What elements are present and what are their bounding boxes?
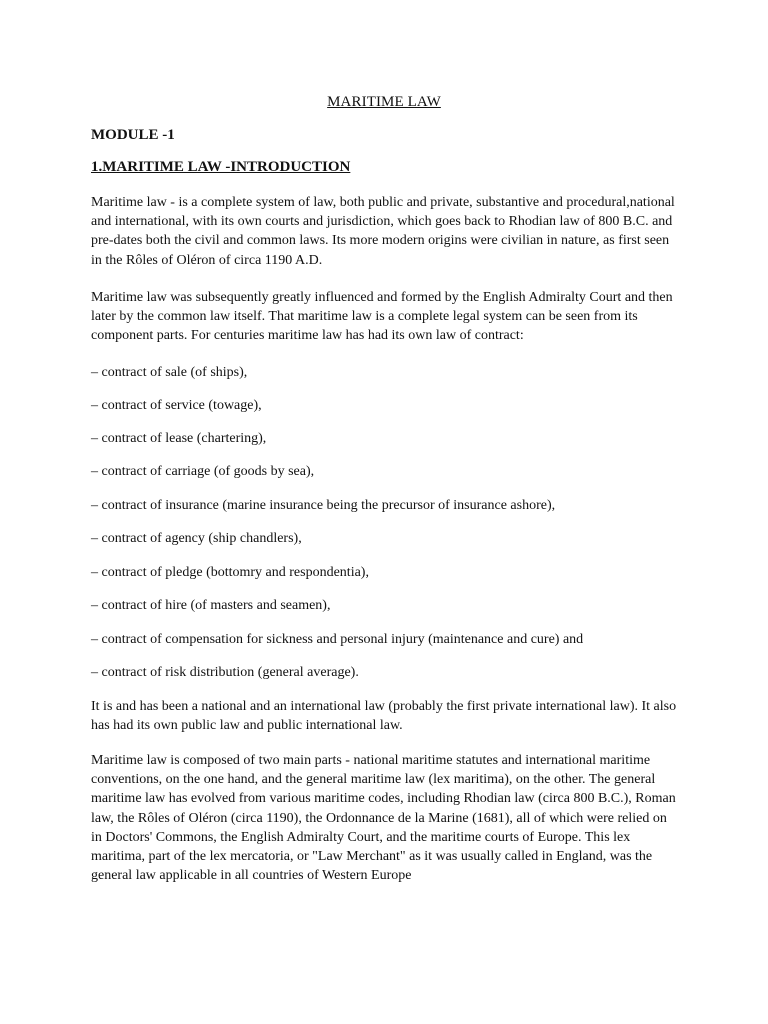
paragraph-intro: Maritime law - is a complete system of law, both public and private, substantive and procedural,national and international, with its own courts and jurisdiction, which goes back to Rhodian law of 800 B.C. and pre-dates both the civil and common laws. Its more modern origins were civilian in nature, as first seen in the Rôles of Oléron of circa 1190 A.D. <box>91 195 675 268</box>
list-item: – contract of pledge (bottomry and respondentia), <box>91 565 369 580</box>
list-item: – contract of compensation for sickness and personal injury (maintenance and cure) and <box>91 632 584 647</box>
list-item: – contract of service (towage), <box>91 398 262 413</box>
list-item: – contract of insurance (marine insurance being the precursor of insurance ashore), <box>91 498 556 513</box>
list-item: – contract of agency (ship chandlers), <box>91 531 302 546</box>
paragraph-composition: Maritime law is composed of two main parts - national maritime statutes and international maritime conventions, on the one hand, and the general maritime law (lex maritima), on the other. The general maritime law has evolved from various maritime codes, including Rhodian law (circa 800 B.C.), Roman law, the Rôles of Oléron (circa 1190), the Ordonnance de la Marine (1681), all of which were relied on in Doctors' Commons, the English Admiralty Court, and the maritime courts of Europe. This lex maritima, part of the lex mercatoria, or "Law Merchant" as it was usually called in England, was the general law applicable in all countries of Western Europe <box>91 753 676 884</box>
list-item: – contract of carriage (of goods by sea), <box>91 464 315 479</box>
list-item: – contract of sale (of ships), <box>91 365 248 380</box>
list-item: – contract of risk distribution (general average). <box>91 665 359 680</box>
module-heading: MODULE -1 <box>91 127 175 143</box>
list-item: – contract of hire (of masters and seamen), <box>91 598 331 613</box>
paragraph-national-international: It is and has been a national and an international law (probably the first private international law). It also has had its own public law and public international law. <box>91 699 677 734</box>
section-heading: 1.MARITIME LAW -INTRODUCTION <box>91 159 351 175</box>
paragraph-influence: Maritime law was subsequently greatly influenced and formed by the English Admiralty Court and then later by the common law itself. That maritime law is a complete legal system can be seen from its component parts. For centuries maritime law has had its own law of contract: <box>91 290 673 344</box>
list-item: – contract of lease (chartering), <box>91 431 267 446</box>
document-title: MARITIME LAW <box>327 94 441 110</box>
